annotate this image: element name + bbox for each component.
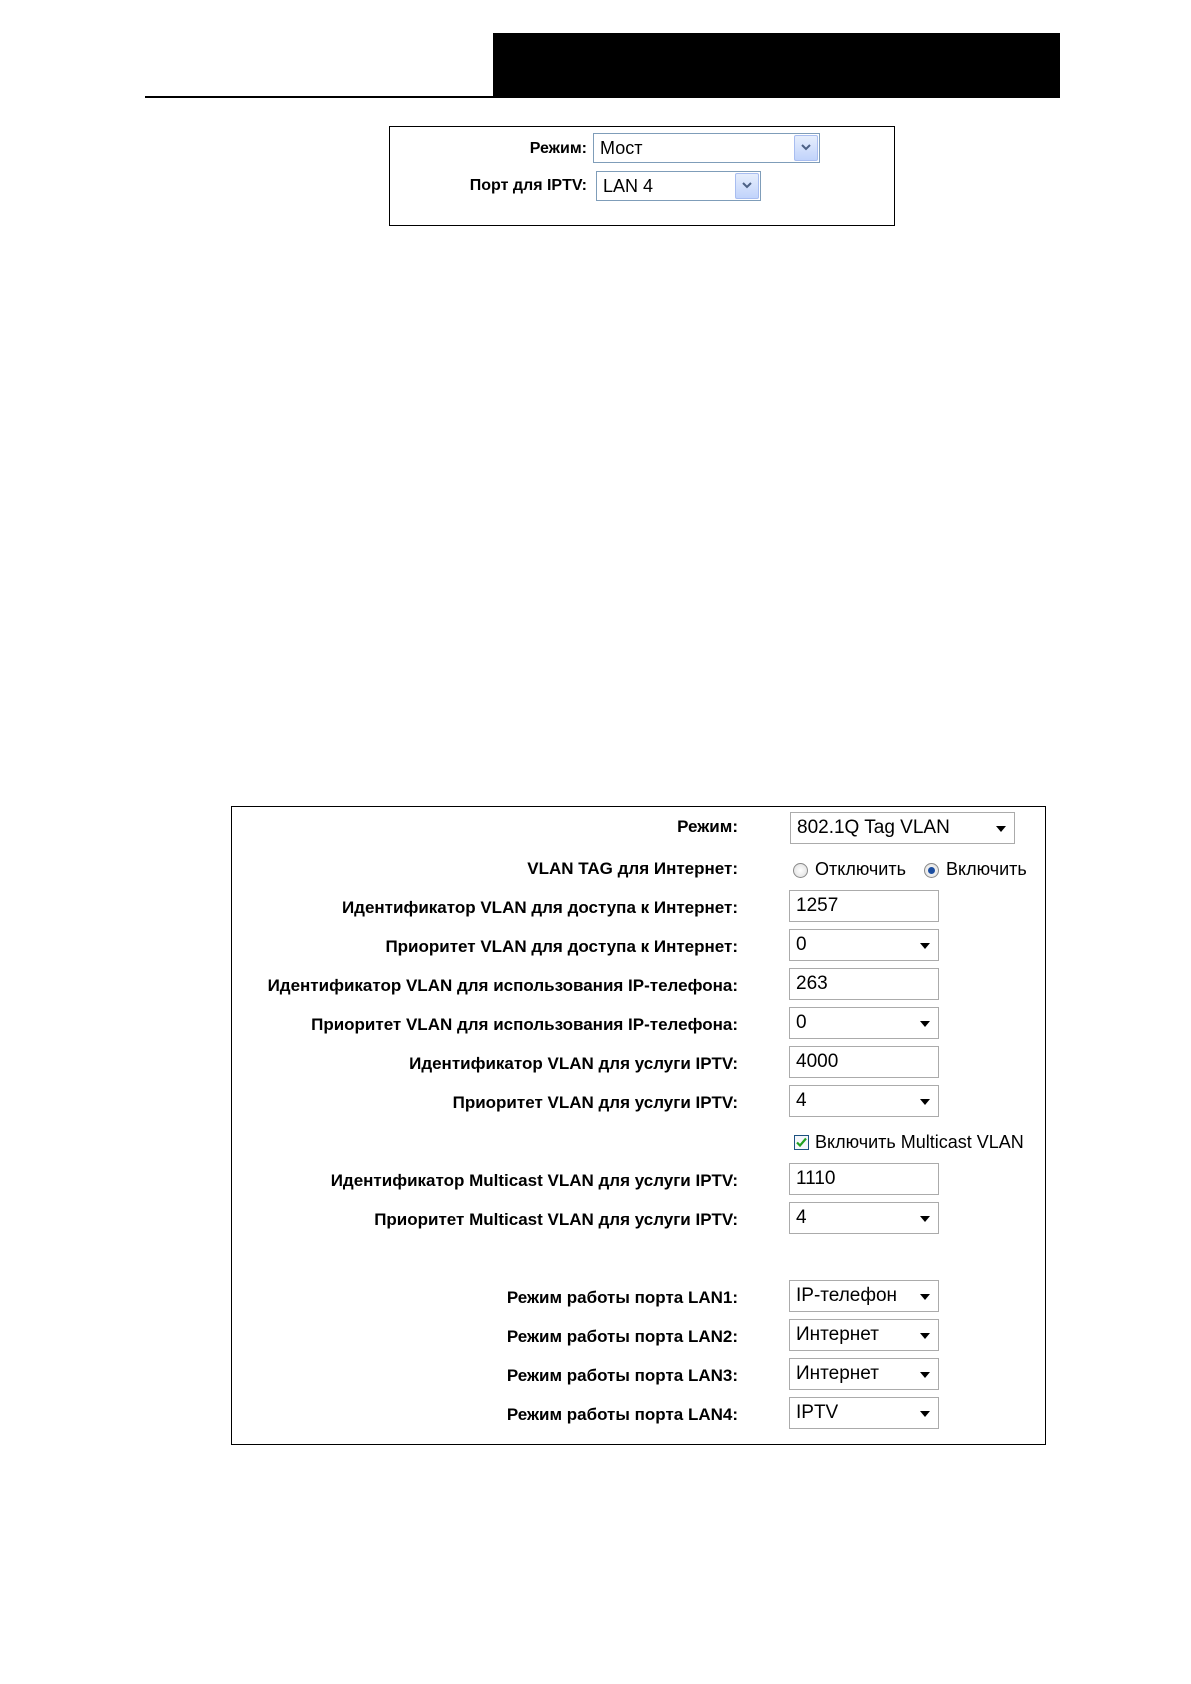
- phone-vlan-priority-select[interactable]: [789, 1007, 939, 1039]
- phone-vlan-id-label: Идентификатор VLAN для использования IP-телефона:: [267, 976, 738, 995]
- vlan-tag-off-radio[interactable]: [793, 863, 808, 878]
- vlan-tag-on-label: Включить: [946, 859, 1027, 879]
- multicast-vlan-checkbox[interactable]: [794, 1135, 809, 1150]
- internet-vlan-priority-value: 0: [796, 934, 807, 955]
- multicast-vlan-priority-select[interactable]: [789, 1202, 939, 1234]
- iptv-port-label: Порт для IPTV:: [469, 177, 587, 194]
- iptv-vlan-priority-value: 4: [796, 1090, 807, 1111]
- mode-select[interactable]: [790, 812, 1015, 844]
- iptv-vlan-id-label: Идентификатор VLAN для услуги IPTV:: [409, 1054, 738, 1073]
- lan1-mode-label: Режим работы порта LAN1:: [506, 1288, 738, 1307]
- lan1-mode-value: IP-телефон: [796, 1285, 898, 1306]
- caret-down-icon: [920, 1333, 930, 1339]
- header-bar: [493, 33, 1060, 96]
- caret-down-icon: [920, 1099, 930, 1105]
- bridge-mode-panel: [389, 126, 895, 226]
- lan1-mode-select[interactable]: [789, 1280, 939, 1312]
- internet-vlan-id-label: Идентификатор VLAN для доступа к Интернет:: [341, 898, 738, 917]
- lan3-mode-value: Интернет: [796, 1363, 879, 1384]
- vlan-tag-internet-label: VLAN TAG для Интернет:: [527, 859, 738, 878]
- mode-label: Режим:: [677, 817, 738, 836]
- iptv-port-select-value: LAN 4: [603, 176, 654, 196]
- caret-down-icon: [920, 1021, 930, 1027]
- phone-vlan-priority-value: 0: [796, 1012, 807, 1033]
- internet-vlan-priority-label: Приоритет VLAN для доступа к Интернет:: [385, 937, 738, 956]
- header-rule: [145, 96, 1060, 98]
- iptv-vlan-priority-label: Приоритет VLAN для услуги IPTV:: [452, 1093, 738, 1112]
- multicast-vlan-priority-value: 4: [796, 1207, 807, 1228]
- caret-down-icon: [920, 943, 930, 949]
- caret-down-icon: [920, 1216, 930, 1222]
- radio-selected-dot: [928, 867, 935, 874]
- lan4-mode-value: IPTV: [796, 1402, 839, 1423]
- phone-vlan-priority-label: Приоритет VLAN для использования IP-телефона:: [311, 1015, 738, 1034]
- lan2-mode-label: Режим работы порта LAN2:: [506, 1327, 738, 1346]
- multicast-vlan-id-input[interactable]: 1110: [789, 1163, 939, 1195]
- chevron-down-icon[interactable]: [794, 135, 818, 161]
- checkmark-icon: [796, 1137, 807, 1148]
- multicast-vlan-id-label: Идентификатор Multicast VLAN для услуги IPTV:: [330, 1171, 738, 1190]
- lan4-mode-select[interactable]: [789, 1397, 939, 1429]
- mode-select-value: 802.1Q Tag VLAN: [797, 817, 950, 838]
- internet-vlan-priority-select[interactable]: [789, 929, 939, 961]
- tag-vlan-panel: [231, 806, 1046, 1445]
- lan4-mode-label: Режим работы порта LAN4:: [506, 1405, 738, 1424]
- vlan-tag-on-radio[interactable]: [924, 863, 939, 878]
- iptv-port-select[interactable]: [596, 171, 761, 201]
- lan3-mode-label: Режим работы порта LAN3:: [506, 1366, 738, 1385]
- mode-select[interactable]: [593, 133, 820, 163]
- mode-label: Режим:: [529, 140, 587, 157]
- iptv-vlan-id-input[interactable]: 4000: [789, 1046, 939, 1078]
- iptv-vlan-priority-select[interactable]: [789, 1085, 939, 1117]
- caret-down-icon: [996, 826, 1006, 832]
- lan2-mode-value: Интернет: [796, 1324, 879, 1345]
- lan3-mode-select[interactable]: [789, 1358, 939, 1390]
- multicast-vlan-priority-label: Приоритет Multicast VLAN для услуги IPTV:: [374, 1210, 738, 1229]
- caret-down-icon: [920, 1372, 930, 1378]
- multicast-vlan-checkbox-label: Включить Multicast VLAN: [815, 1132, 1024, 1152]
- internet-vlan-id-input[interactable]: 1257: [789, 890, 939, 922]
- caret-down-icon: [920, 1411, 930, 1417]
- mode-select-value: Мост: [600, 138, 643, 158]
- phone-vlan-id-input[interactable]: 263: [789, 968, 939, 1000]
- vlan-tag-off-label: Отключить: [815, 859, 906, 879]
- chevron-down-icon[interactable]: [735, 173, 759, 199]
- caret-down-icon: [920, 1294, 930, 1300]
- lan2-mode-select[interactable]: [789, 1319, 939, 1351]
